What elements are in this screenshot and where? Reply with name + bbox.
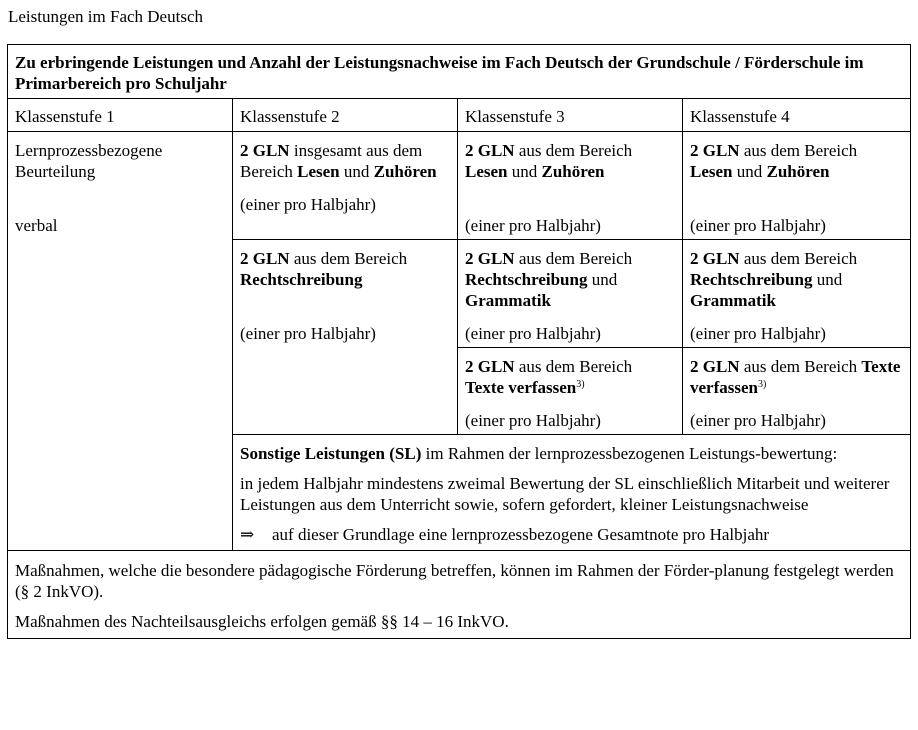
arrow-right-icon: ⇒ bbox=[240, 525, 255, 544]
grade2-reading-text1: insgesamt aus dem Bereich bbox=[240, 141, 423, 181]
footer-row bbox=[8, 551, 911, 639]
grade4-spelling-count: 2 GLN bbox=[690, 249, 740, 268]
grade3-reading-text2: und bbox=[507, 162, 542, 181]
grade3-reading-cell bbox=[458, 132, 683, 240]
grade-header-1: Klassenstufe 1 bbox=[8, 99, 233, 132]
grade3-writing-text1: aus dem Bereich bbox=[514, 357, 633, 376]
assessment-table bbox=[7, 44, 911, 639]
grade1-assessment-cell bbox=[8, 132, 233, 551]
reading-row bbox=[8, 132, 911, 240]
grade4-reading-cell bbox=[683, 132, 911, 240]
grade4-writing-text1: aus dem Bereich bbox=[739, 357, 862, 376]
grade4-reading-area2: Zuhören bbox=[766, 162, 830, 181]
grade-header-3: Klassenstufe 3 bbox=[458, 99, 683, 132]
grade3-writing-note: (einer pro Halbjahr) bbox=[465, 411, 601, 430]
other-achievements-cell bbox=[233, 435, 911, 551]
grade3-spelling-note: (einer pro Halbjahr) bbox=[465, 324, 601, 343]
grade4-writing-area1: Texte verfassen bbox=[690, 357, 901, 397]
grade3-reading-count: 2 GLN bbox=[465, 141, 515, 160]
grade3-spelling-area1: Rechtschreibung bbox=[465, 270, 588, 289]
grade3-reading-area2: Zuhören bbox=[541, 162, 605, 181]
grade-header-2: Klassenstufe 2 bbox=[233, 99, 458, 132]
other-achievements-intro bbox=[240, 443, 903, 464]
footnote-marker: 3) bbox=[576, 379, 585, 390]
grade2-reading-note: (einer pro Halbjahr) bbox=[240, 195, 376, 214]
grade3-writing-cell bbox=[458, 348, 683, 435]
other-achievements-title: Sonstige Leistungen (SL) bbox=[240, 444, 422, 463]
grade3-spelling-cell bbox=[458, 240, 683, 348]
footer-support-measures: Maßnahmen, welche die besondere pädagogische Förderung betreffen, können im Rahmen der Förder-planung festgelegt werden (§ 2 InkVO). bbox=[15, 561, 894, 601]
grade2-spelling-text1: aus dem Bereich bbox=[289, 249, 408, 268]
table-heading-row bbox=[8, 45, 911, 99]
grade4-writing-count: 2 GLN bbox=[690, 357, 740, 376]
grade-header-4: Klassenstufe 4 bbox=[683, 99, 911, 132]
footnote-marker: 3) bbox=[757, 379, 767, 390]
grade2-spelling-note: (einer pro Halbjahr) bbox=[240, 324, 376, 343]
grade3-writing-count: 2 GLN bbox=[465, 357, 515, 376]
grade2-reading-area2: Zuhören bbox=[373, 162, 437, 181]
grade4-reading-note: (einer pro Halbjahr) bbox=[690, 216, 826, 235]
grade3-writing-area1: Texte verfassen bbox=[465, 378, 577, 397]
grade2-reading-cell bbox=[233, 132, 458, 240]
grade4-spelling-text2: und bbox=[812, 270, 843, 289]
grade4-spelling-cell bbox=[683, 240, 911, 348]
other-achievements-result-text: auf dieser Grundlage eine lernprozessbezogene Gesamtnote pro Halbjahr bbox=[272, 525, 770, 544]
table-heading: Zu erbringende Leistungen und Anzahl der Leistungsnachweise im Fach Deutsch der Grundschule / Förderschule im Primarbereich pro Schuljahr bbox=[8, 45, 911, 99]
grade1-verbal: verbal bbox=[15, 216, 58, 235]
grade2-reading-area1: Lesen bbox=[297, 162, 340, 181]
grade3-reading-note: (einer pro Halbjahr) bbox=[465, 216, 601, 235]
grade4-spelling-area1: Rechtschreibung bbox=[690, 270, 813, 289]
grade2-spelling-area1: Rechtschreibung bbox=[240, 270, 363, 289]
grade3-reading-text1: aus dem Bereich bbox=[514, 141, 633, 160]
grade4-reading-text2: und bbox=[732, 162, 767, 181]
grade1-line1: Lernprozessbezogene bbox=[15, 141, 163, 160]
grade3-spelling-text2: und bbox=[587, 270, 618, 289]
grade4-spelling-text1: aus dem Bereich bbox=[739, 249, 858, 268]
grade4-reading-text1: aus dem Bereich bbox=[739, 141, 858, 160]
grade3-spelling-area2: Grammatik bbox=[465, 291, 551, 310]
grade4-writing-note: (einer pro Halbjahr) bbox=[690, 411, 826, 430]
grade4-spelling-area2: Grammatik bbox=[690, 291, 776, 310]
footer-cell bbox=[8, 551, 911, 639]
grade1-line2: Beurteilung bbox=[15, 162, 96, 181]
grade3-reading-area1: Lesen bbox=[465, 162, 508, 181]
grade2-reading-text2: und bbox=[339, 162, 374, 181]
other-achievements-result bbox=[240, 524, 903, 545]
grade3-spelling-text1: aus dem Bereich bbox=[514, 249, 633, 268]
grade2-spelling-count: 2 GLN bbox=[240, 249, 290, 268]
document-caption: Leistungen im Fach Deutsch bbox=[8, 7, 203, 26]
footer-compensation-measures: Maßnahmen des Nachteilsausgleichs erfolgen gemäß §§ 14 – 16 InkVO. bbox=[15, 612, 509, 631]
grade3-spelling-count: 2 GLN bbox=[465, 249, 515, 268]
grade4-writing-cell bbox=[683, 348, 911, 435]
grade-header-row bbox=[8, 99, 911, 132]
other-achievements-intro-text: im Rahmen der lernprozessbezogenen Leistungs-bewertung: bbox=[421, 444, 838, 463]
grade2-reading-count: 2 GLN bbox=[240, 141, 290, 160]
grade2-spelling-cell bbox=[233, 240, 458, 435]
grade4-reading-area1: Lesen bbox=[690, 162, 733, 181]
other-achievements-rule: in jedem Halbjahr mindestens zweimal Bewertung der SL einschließlich Mitarbeit und weiterer Leistungen aus dem Unterricht sowie, sofern gefordert, kleiner Leistungsnachweise bbox=[240, 474, 890, 514]
grade4-spelling-note: (einer pro Halbjahr) bbox=[690, 324, 826, 343]
grade4-reading-count: 2 GLN bbox=[690, 141, 740, 160]
